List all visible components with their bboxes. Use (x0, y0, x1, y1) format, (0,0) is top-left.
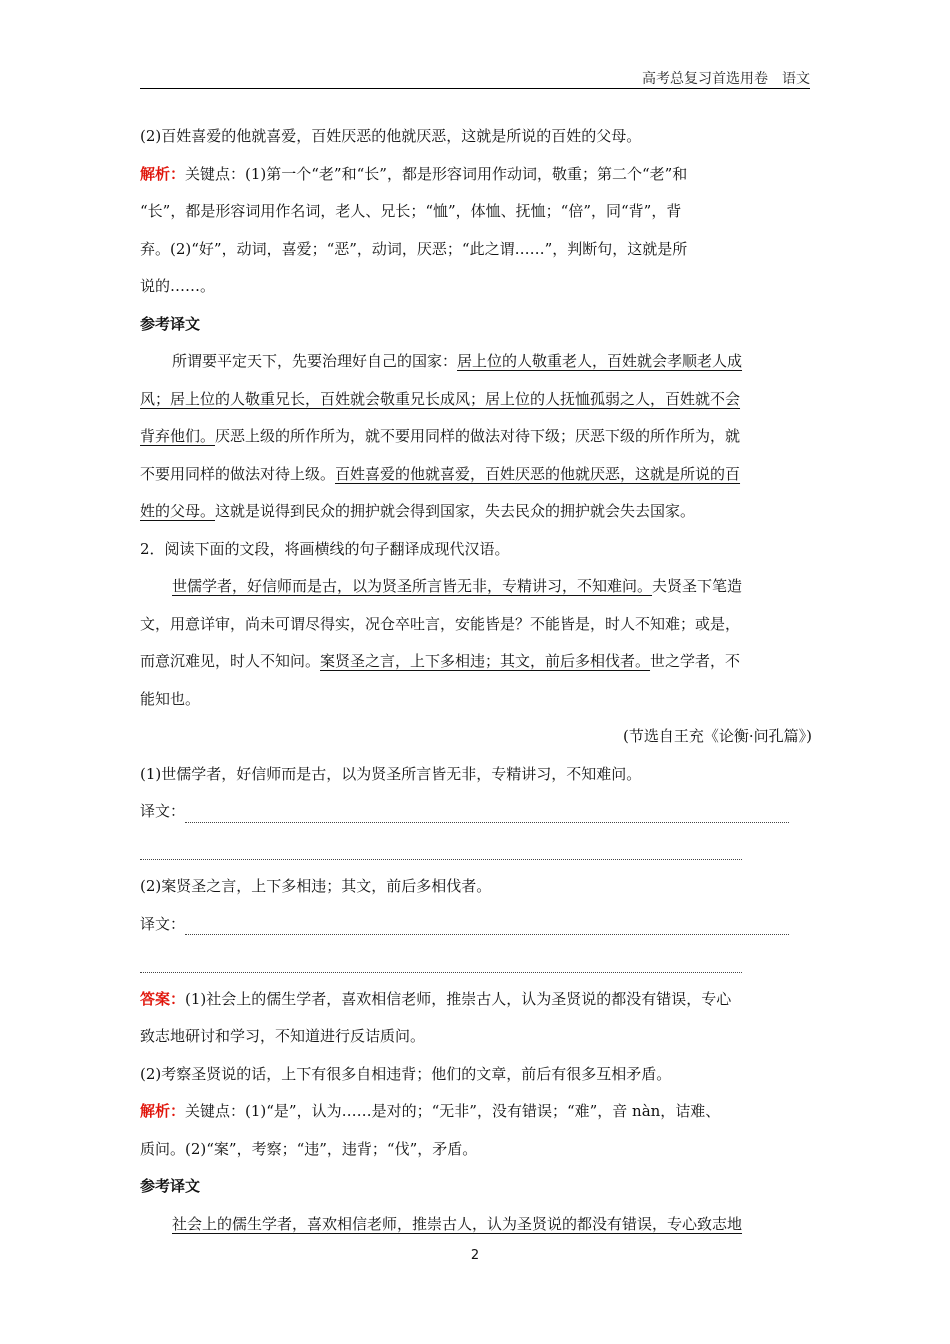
answer-blank[interactable] (185, 800, 789, 823)
q2-reference-title: 参考译文 (140, 1177, 201, 1195)
q2-answer-line: 答案：(1)社会上的儒生学者，喜欢相信老师，推崇古人，认为圣贤说的都没有错误，专心 (140, 989, 732, 1008)
q2-answer-line: (2)考察圣贤说的话，上下有很多自相违背；他们的文章，前后有很多互相矛盾。 (140, 1064, 672, 1083)
answer-blank[interactable] (140, 837, 742, 860)
analysis-label: 解析： (140, 164, 186, 183)
q2-passage-line: 世儒学者，好信师而是古，以为贤圣所言皆无非，专精讲习，不知难问。夫贤圣下笔造 (172, 577, 743, 595)
q2-analysis-line: 解析：关键点：(1)“是”，认为……是对的；“无非”，没有错误；“难”，音 nàn，诘难、 (140, 1102, 721, 1120)
q1-reference-line: 背弃他们。厌恶上级的所作所为，就不要用同样的做法对待下级；厌恶下级的所作所为，就 (140, 427, 741, 445)
q1-reference-line: 所谓要平定天下，先要治理好自己的国家：居上位的人敬重老人，百姓就会孝顺老人成 (172, 352, 743, 370)
answer-blank[interactable] (140, 950, 742, 973)
q2-sub-question-1: (1)世儒学者，好信师而是古，以为贤圣所言皆无非，专精讲习，不知难问。 (140, 764, 642, 783)
header-title: 高考总复习首选用卷 语文 (642, 71, 810, 87)
translation-label: 译文： (140, 914, 186, 933)
translation-answer-line[interactable] (140, 831, 812, 869)
q1-reference-title: 参考译文 (140, 314, 201, 333)
q2-source: (节选自王充《论衡·问孔篇》) (623, 727, 812, 745)
q2-reference-line: 社会上的儒生学者，喜欢相信老师，推崇古人，认为圣贤说的都没有错误，专心致志地 (172, 1214, 743, 1233)
q1-analysis-line: 解析：关键点：(1)第一个“老”和“长”，都是形容词用作动词，敬重；第二个“老”和 (140, 164, 688, 183)
translation-answer-line[interactable] (140, 793, 812, 831)
q1-answer-2: (2)百姓喜爱的他就喜爱，百姓厌恶的他就厌恶，这就是所说的百姓的父母。 (140, 127, 642, 145)
q2-passage-line: 文，用意详审，尚未可谓尽得实，况仓卒吐言，安能皆是？不能皆是，时人不知难；或是， (140, 614, 741, 633)
q2-passage-line: 能知也。 (140, 689, 201, 708)
analysis-label: 解析： (140, 1102, 186, 1120)
q1-reference-line: 风；居上位的人敬重兄长，百姓就会敬重兄长成风；居上位的人抚恤孤弱之人，百姓就不会 (140, 389, 741, 408)
answer-label: 答案： (140, 989, 186, 1008)
translation-answer-line[interactable] (140, 906, 812, 944)
translation-answer-line[interactable] (140, 943, 812, 981)
q1-analysis-line: 弃。(2)“好”，动词，喜爱；“恶”，动词，厌恶；“此之谓……”，判断句，这就是所 (140, 239, 688, 258)
q2-passage-line: 而意沉难见，时人不知问。案贤圣之言，上下多相违；其文，前后多相伐者。世之学者，不 (140, 652, 741, 670)
q2-analysis-line: 质问。(2)“案”，考察；“违”，违背；“伐”，矛盾。 (140, 1139, 478, 1158)
q1-analysis-line: 说的……。 (140, 277, 216, 295)
q1-reference-line: 姓的父母。这就是说得到民众的拥护就会得到国家，失去民众的拥护就会失去国家。 (140, 502, 696, 520)
page-header (140, 68, 810, 89)
page-number: 2 (470, 1248, 480, 1263)
answer-blank[interactable] (185, 912, 789, 935)
q2-answer-line: 致志地研讨和学习，不知道进行反诘质问。 (140, 1027, 426, 1045)
q2-prompt: 2．阅读下面的文段，将画横线的句子翻译成现代汉语。 (140, 539, 510, 558)
q1-reference-line: 不要用同样的做法对待上级。百姓喜爱的他就喜爱，百姓厌恶的他就厌恶，这就是所说的百 (140, 464, 741, 483)
q1-analysis-line: “长”，都是形容词用作名词，老人、兄长；“恤”，体恤、抚恤；“倍”，同“背”，背 (140, 202, 682, 220)
document-body (140, 118, 812, 1243)
translation-label: 译文： (140, 802, 186, 820)
q2-sub-question-2: (2)案贤圣之言，上下多相违；其文，前后多相伐者。 (140, 877, 492, 895)
